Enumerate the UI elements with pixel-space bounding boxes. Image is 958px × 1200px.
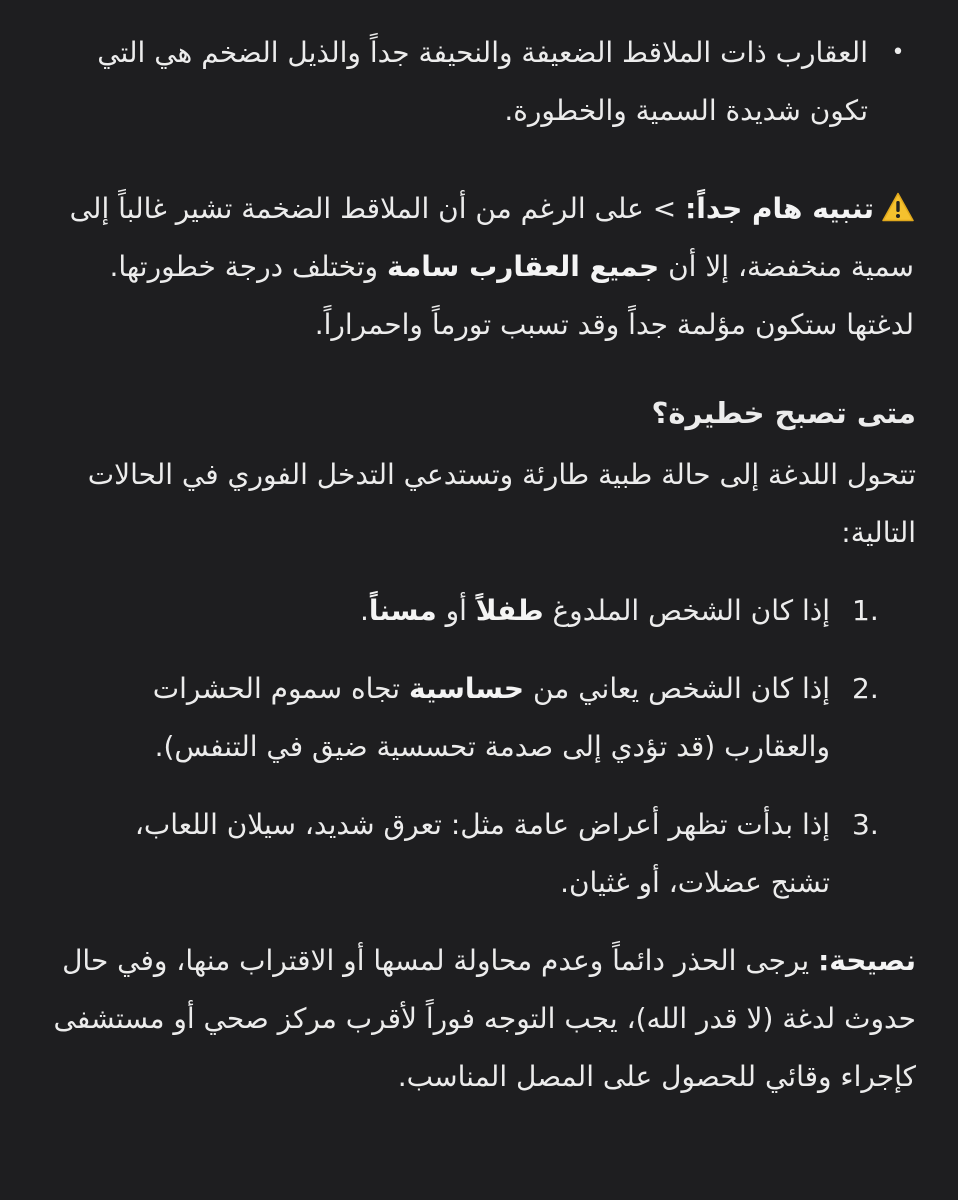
- list-item: [40, 660, 916, 776]
- step-text: .: [359, 594, 369, 627]
- warning-label: تنبيه هام جداً:: [685, 192, 874, 225]
- tip-text: يرجى الحذر دائماً وعدم محاولة لمسها أو الاقتراب منها، وفي حال حدوث لدغة (لا قدر الله)، يجب التوجه فوراً لأقرب مركز صحي أو مستشفى كإجراء وقائي للحصول على المصل المناسب.: [53, 944, 916, 1093]
- step-bold: طفلاً: [475, 594, 544, 627]
- step-text: إذا كان الشخص الملدوغ: [543, 594, 830, 627]
- step-text: أو: [436, 594, 476, 627]
- warning-paragraph: [40, 180, 916, 354]
- bullet-text: العقارب ذات الملاقط الضعيفة والنحيفة جداً والذيل الضخم هي التي تكون شديدة السمية والخطورة.: [97, 36, 868, 127]
- step-bold: حساسية: [408, 672, 525, 705]
- warning-bold: جميع العقارب سامة: [386, 250, 660, 283]
- step-bold: مسناً: [368, 594, 437, 627]
- step-text: إذا بدأت تظهر أعراض عامة مثل: تعرق شديد، سيلان اللعاب، تشنج عضلات، أو غثيان.: [134, 808, 830, 899]
- list-number: 3.: [852, 808, 879, 841]
- section-heading: متى تصبح خطيرة؟: [651, 396, 916, 430]
- step-text: إذا كان الشخص يعاني من: [524, 672, 830, 705]
- list-number: 2.: [852, 672, 879, 705]
- step-text: تجاه سموم الحشرات والعقارب (قد تؤدي إلى صدمة تحسسية ضيق في التنفس).: [152, 672, 830, 763]
- bullet-dot-icon: •: [891, 40, 905, 65]
- list-number: 1.: [852, 594, 879, 627]
- intro-paragraph: تتحول اللدغة إلى حالة طبية طارئة وتستدعي التدخل الفوري في الحالات التالية:: [87, 458, 916, 549]
- warning-text-2: وتختلف درجة خطورتها. لدغتها ستكون مؤلمة جداً وقد تسبب تورماً واحمراراً.: [109, 250, 914, 341]
- list-item: [40, 24, 916, 140]
- warning-icon: [882, 192, 914, 222]
- tip-paragraph: [40, 932, 916, 1106]
- list-item: [40, 582, 916, 640]
- warning-text-1: > على الرغم من أن الملاقط الضخمة تشير غالباً إلى سمية منخفضة، إلا أن: [69, 192, 914, 283]
- numbered-list: [40, 582, 916, 912]
- tip-label: نصيحة:: [818, 944, 916, 977]
- list-item: [40, 796, 916, 912]
